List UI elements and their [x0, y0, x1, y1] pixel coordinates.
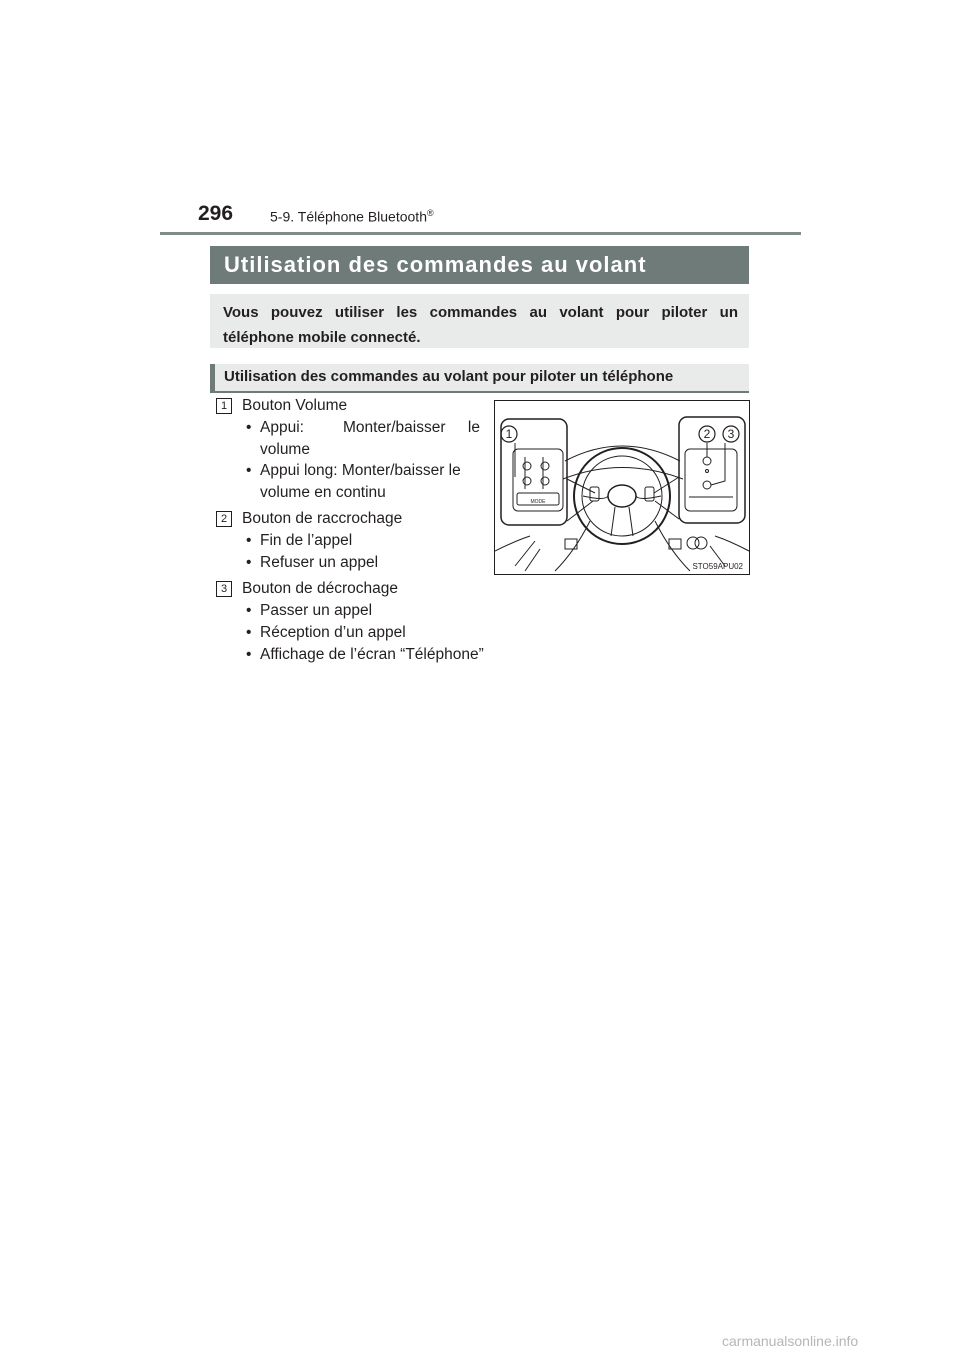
bullet-item: • Affichage de l’écran “Téléphone”: [246, 646, 484, 663]
steering-wheel-illustration: [495, 401, 749, 574]
bullet-item: • Passer un appel: [246, 602, 373, 619]
intro-box: Vous pouvez utiliser les commandes au volant pour piloter un téléphone mobile connecté.: [210, 294, 749, 348]
subsection-header: [210, 364, 749, 391]
callout-3: 3: [727, 427, 735, 441]
callout-1: 1: [505, 427, 513, 441]
chapter-title: 5-9. Téléphone Bluetooth®: [270, 208, 434, 225]
item-number-badge: 3: [216, 581, 232, 597]
item-title: Bouton de raccrochage: [242, 510, 403, 527]
section-title: Utilisation des commandes au volant: [224, 252, 647, 277]
item-number-badge: 2: [216, 511, 232, 527]
section-title-bar: [210, 246, 749, 284]
subsection-title: Utilisation des commandes au volant pour piloter un téléphone: [224, 368, 674, 385]
bullet-item: • Appui: Monter/baisser le: [246, 419, 480, 436]
page-number: 296: [198, 202, 234, 225]
item-title: Bouton Volume: [242, 397, 348, 414]
bullet-item: • Refuser un appel: [246, 554, 379, 571]
watermark: carmanualsonline.info: [722, 1333, 859, 1349]
bullet-item: • Réception d’un appel: [246, 624, 406, 641]
header-rule: [160, 232, 801, 235]
bullet-item: • Appui long: Monter/baisser le: [246, 462, 461, 479]
mode-label: MODE: [530, 499, 546, 505]
callout-2: 2: [703, 427, 711, 441]
steering-wheel-figure: [494, 400, 750, 575]
item-title: Bouton de décrochage: [242, 580, 398, 597]
subsection-rule: [210, 391, 749, 393]
item-number-badge: 1: [216, 398, 232, 414]
bullet-continuation: volume en continu: [260, 484, 386, 501]
figure-code: STO59APU02: [692, 562, 743, 571]
bullet-item: • Fin de l’appel: [246, 532, 353, 549]
bullet-continuation: volume: [260, 441, 310, 458]
